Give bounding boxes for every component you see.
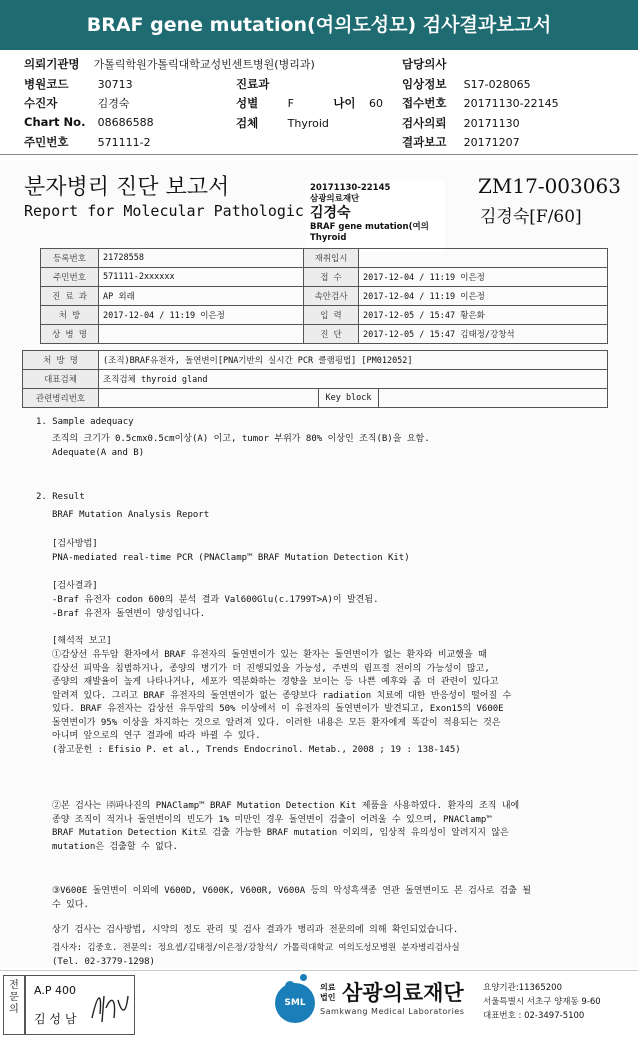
- patient-tag: 김경숙[F/60]: [480, 207, 582, 227]
- paragraph-line: mutation은 검출할 수 없다.: [52, 841, 178, 852]
- table-row: [41, 287, 608, 306]
- dept-label: 진료과: [236, 77, 270, 91]
- key-block-label: Key block: [319, 389, 379, 408]
- signers-line: 검사자: 김중호. 전문의: 정요셉/김태정/이은정/강창석/ 가톨릭대학교 여의도성모병원 분자병리검사실: [52, 943, 460, 953]
- sticker-line4: BRAF gene mutation(여의: [310, 222, 429, 232]
- interpretation-paragraph-2: [52, 800, 612, 854]
- section1-heading: 1. Sample adequacy: [36, 417, 134, 427]
- paragraph-line: 수 있다.: [52, 899, 89, 910]
- specimen-row: [236, 115, 329, 131]
- interpretation-paragraph-3: [52, 885, 612, 912]
- sticker-line2: 삼광의료재단: [310, 194, 360, 204]
- vertical-text: 전문의: [9, 980, 19, 1015]
- resident-no-value: 571111-2xxxxxx: [99, 268, 304, 287]
- logo-dot-icon: [300, 974, 307, 981]
- resident-row: [24, 134, 151, 150]
- code-label: 병원코드: [24, 77, 69, 91]
- input-value: 2017-12-05 / 15:47 황은화: [359, 306, 608, 325]
- rush-value: 2017-12-04 / 11:19 이은정: [359, 287, 608, 306]
- related-label: 관련병리번호: [23, 389, 99, 408]
- section1-line2: Adequate(A and B): [52, 448, 145, 458]
- telephone-line: (Tel. 02-3779-1298): [52, 957, 155, 967]
- sticker-name: 김경숙: [310, 205, 351, 221]
- chart-label: Chart No.: [24, 115, 86, 129]
- doctor-row: [402, 56, 446, 72]
- rep-specimen-value: 조직검체 thyroid gland: [99, 370, 608, 389]
- report-title: BRAF gene mutation(여의도성모) 검사결과보고서: [0, 0, 638, 50]
- hospital-row: [24, 56, 315, 72]
- recheck-label: 재취입시: [304, 249, 359, 268]
- scanned-report: [0, 160, 638, 968]
- dept-cell-label: 진 료 과: [41, 287, 99, 306]
- org-contact: [483, 981, 601, 1023]
- table-row: [41, 268, 608, 287]
- footer: [0, 970, 638, 1041]
- paragraph-line: 있다. BRAF 유전자는 갑상선 유두암의 50% 이상에서 이 유전자의 돌연변이가 발견되고, Exon15의 V600E: [52, 704, 504, 714]
- report-row: [402, 134, 520, 150]
- hospital-value: 가톨릭학원가톨릭대학교성빈센트병원(병리과): [93, 58, 315, 71]
- paragraph-line: BRAF Mutation Detection Kit로 검출 가능한 BRAF mutation 이외의, 임상적 유의성이 알려지지 않은: [52, 828, 509, 838]
- sticker-line1: 20171130-22145: [310, 183, 391, 193]
- resident-label: 주민번호: [24, 135, 69, 149]
- confirmation-statement: 상기 검사는 검사방법, 시약의 정도 관리 및 검사 결과가 병리과 전문의에 의해 확인되었습니다.: [52, 925, 459, 935]
- result-heading: [검사결과]: [52, 581, 98, 591]
- specialist-vertical-label: [3, 975, 25, 1035]
- sex-value: F: [287, 97, 294, 110]
- sml-logo-icon: SML: [275, 983, 315, 1023]
- specimen-label: 검체: [236, 116, 259, 130]
- paragraph-line: 아니며 앞으로의 연구 결과에 따라 바뀔 수 있다.: [52, 731, 261, 741]
- paragraph-line: ②본 검사는 ㈜파나진의 PNAClamp™ BRAF Mutation Detection Kit 제품을 사용하였다. 환자의 조직 내에: [52, 801, 520, 811]
- clinical-value: S17-028065: [463, 78, 531, 91]
- report-title-ko: 분자병리 진단 보고서: [24, 175, 230, 200]
- receipt-cell-value: 2017-12-04 / 11:19 이은정: [359, 268, 608, 287]
- receipt-cell-label: 접 수: [304, 268, 359, 287]
- table-row: [41, 306, 608, 325]
- institution-code: 요양기관:11365200: [483, 983, 562, 993]
- logo-small2: 법인: [320, 993, 336, 1002]
- section1-line1: 조직의 크기가 0.5cmx0.5cm이상(A) 이고, tumor 부위가 80% 이상인 조직(B)을 요함.: [52, 434, 430, 444]
- patient-label: 수진자: [24, 96, 58, 110]
- section2-heading: 2. Result: [36, 492, 85, 502]
- diag-label: 진 단: [304, 325, 359, 344]
- clinical-row: [402, 76, 531, 92]
- approval-box: [25, 975, 135, 1035]
- paragraph-line: ①감상선 유두암 환자에서 BRAF 유전자의 돌연변이가 있는 환자는 돌연변이가 없는 환자와 비교했을 때: [52, 650, 487, 660]
- age-value: 60: [368, 97, 383, 110]
- approver-code: A.P 400: [34, 984, 76, 997]
- method-text: PNA-mediated real-time PCR (PNAClamp™ BRAF Mutation Detection Kit): [52, 553, 410, 563]
- table-row: [23, 370, 608, 389]
- interpretation-heading: [해석적 보고]: [52, 636, 112, 646]
- sex-label: 성별: [236, 96, 259, 110]
- paragraph-line: 종양 조직이 적거나 돌연변이의 빈도가 1% 미만인 경우 돌연변이 검출이 어려울 수 있으며, PNAClamp™: [52, 814, 492, 825]
- resident-no-label: 주민번호: [41, 268, 99, 287]
- table-row: [23, 351, 608, 370]
- chart-value: 08686588: [97, 116, 154, 129]
- hospital-label: 의뢰기관명: [24, 57, 80, 71]
- rush-label: 속안검사: [304, 287, 359, 306]
- order-label: 처 방: [41, 306, 99, 325]
- sticker-line5: Thyroid: [310, 233, 347, 243]
- paragraph-line: 돌연변이가 95% 이상을 차지하는 것으로 알려져 있다. 이러한 내용은 모든 환자에게 똑같이 적용되는 것은: [52, 717, 501, 728]
- approver-name: 김 성 남: [34, 1012, 77, 1026]
- recheck-value: [359, 249, 608, 268]
- org-name: 삼광의료재단: [342, 981, 464, 1005]
- logo-prefix: [320, 983, 335, 1003]
- disease-label: 상 병 명: [41, 325, 99, 344]
- receipt-value: 20171130-22145: [463, 97, 559, 110]
- patient-row: [24, 95, 130, 111]
- request-value: 20171130: [463, 117, 520, 130]
- clinical-label: 임상정보: [402, 77, 447, 91]
- phone: 대표번호 : 02-3497-5100: [483, 1011, 585, 1021]
- rx-value: (조직)BRAF유전자, 돌연변이[PNA기반의 실시간 PCR 클램핑법] [PM012052]: [99, 351, 608, 370]
- chart-row: [24, 115, 154, 129]
- dept-row: [236, 76, 269, 92]
- interpretation-paragraph-1: [52, 649, 612, 757]
- result-line2: -Braf 유전자 돌연변이 양성입니다.: [52, 609, 206, 619]
- rx-label: 처 방 명: [23, 351, 99, 370]
- patient-value: 김경숙: [97, 97, 130, 110]
- request-row: [402, 115, 520, 131]
- patient-info-header: [0, 50, 638, 155]
- reference-line: (참고문헌 : Efisio P. et al., Trends Endocrinol. Metab., 2008 ; 19 : 138-145): [52, 744, 461, 755]
- key-block-value: [379, 389, 608, 408]
- doctor-label: 담당의사: [402, 57, 447, 71]
- paragraph-line: ③V600E 돌연변이 이외에 V600D, V600K, V600R, V600A 등의 악성흑색종 연관 돌연변이도 본 검사로 검출 될: [52, 886, 532, 896]
- disease-value: [99, 325, 304, 344]
- specimen-sticker: [305, 180, 445, 252]
- document-number: ZM17-003063: [478, 174, 621, 198]
- address: 서울특별시 서초구 양재동 9-60: [483, 997, 601, 1007]
- receipt-row: [402, 95, 559, 111]
- related-value: [99, 389, 319, 408]
- section2-subheading: BRAF Mutation Analysis Report: [52, 510, 210, 520]
- table-row: [23, 389, 608, 408]
- table-row: [41, 325, 608, 344]
- paragraph-line: 갑상선 피막을 침범하거나, 종양의 병기가 더 진행되었을 가능성, 주변의 림프절 전이의 가능성이 많고,: [52, 663, 490, 674]
- input-label: 입 력: [304, 306, 359, 325]
- receipt-label: 접수번호: [402, 96, 447, 110]
- code-value: 30713: [97, 78, 133, 91]
- report-value: 20171207: [463, 136, 520, 149]
- org-name-en: Samkwang Medical Laboratories: [320, 1007, 465, 1016]
- rep-specimen-label: 대표검체: [23, 370, 99, 389]
- dept-cell-value: AP 외래: [99, 287, 304, 306]
- order-table: [22, 350, 608, 408]
- signature-icon: [88, 984, 132, 1028]
- result-line1: -Braf 유전자 codon 600의 분석 결과 Val600Glu(c.1799T>A)이 발견됨.: [52, 595, 379, 605]
- age-label: 나이: [333, 96, 356, 110]
- diag-value: 2017-12-05 / 15:47 김태정/강창석: [359, 325, 608, 344]
- resident-value: 571111-2: [97, 136, 151, 149]
- method-heading: [검사방법]: [52, 539, 98, 549]
- order-value: 2017-12-04 / 11:19 이은정: [99, 306, 304, 325]
- report-label: 결과보고: [402, 135, 447, 149]
- specimen-value: Thyroid: [287, 117, 329, 130]
- reg-no-label: 등록번호: [41, 249, 99, 268]
- sex-row: [236, 95, 383, 111]
- request-label: 검사의뢰: [402, 116, 447, 130]
- report-title-en: Report for Molecular Pathologic: [24, 202, 304, 220]
- paragraph-line: 알려져 있다. 그리고 BRAF 유전자의 돌연변이가 없는 종양보다 radiation 치료에 대한 반응성이 떨어질 수: [52, 690, 512, 701]
- table-row: [41, 249, 608, 268]
- reg-no-value: 21728558: [99, 249, 304, 268]
- code-row: [24, 76, 133, 92]
- logo-small1: 의료: [320, 983, 336, 992]
- registration-table: [40, 248, 608, 344]
- paragraph-line: 종양의 재발율이 높게 나타나거나, 세포가 역분화하는 경향을 보이는 등 나쁜 예후와 좀 더 관련이 있다고: [52, 677, 499, 687]
